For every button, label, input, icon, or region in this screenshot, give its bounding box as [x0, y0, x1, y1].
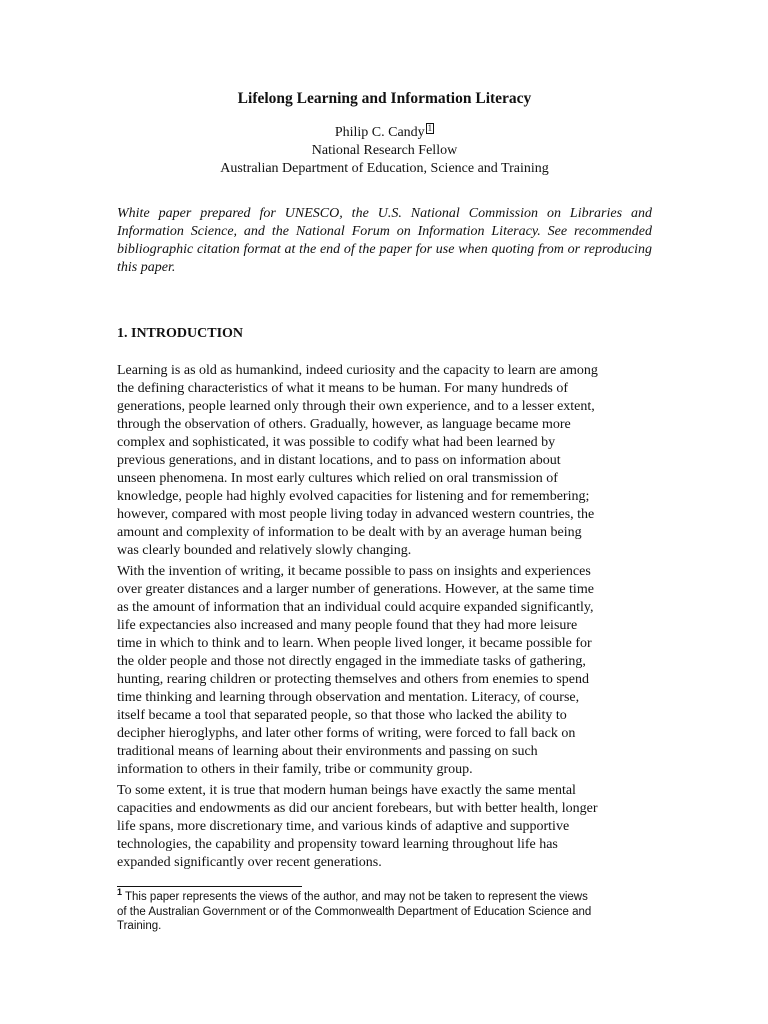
footnote-marker: 1 — [117, 887, 123, 898]
paragraph-line: however, compared with most people living today in advanced western countries, the — [117, 507, 595, 522]
paragraph-line: capacities and endowments as did our ancient forebears, but with better health, longer — [117, 801, 598, 816]
paragraph-3 — [117, 782, 657, 872]
paragraph-line: as the amount of information that an individual could acquire expanded significantly, — [117, 600, 594, 615]
footnote — [117, 887, 657, 934]
paragraph-line: life spans, more discretionary time, and various kinds of adaptive and supportive — [117, 819, 570, 834]
paragraph-line: unseen phenomena. In most early cultures which relied on oral transmission of — [117, 471, 558, 486]
author-affiliation: Australian Department of Education, Science and Training — [220, 161, 549, 176]
paragraph-2 — [117, 563, 657, 779]
paragraph-line: previous generations, and in distant locations, and to pass on information about — [117, 453, 561, 468]
paragraph-line: traditional means of learning about their environments and passing on such — [117, 744, 538, 759]
author-name: Philip C. Candy — [334, 125, 425, 140]
paragraph-line: information to others in their family, tribe or community group. — [117, 762, 473, 777]
paragraph-line: the defining characteristics of what it means to be human. For many hundreds of — [117, 381, 568, 396]
paragraph-line: itself became a tool that separated people, so that those who lacked the ability to — [117, 708, 567, 723]
footnote-reference[interactable]: 1 — [427, 123, 433, 133]
section-heading: 1. INTRODUCTION — [117, 326, 244, 341]
paragraph-line: through the observation of others. Gradually, however, as language became more — [117, 417, 571, 432]
author-position: National Research Fellow — [311, 143, 458, 158]
paragraph-line: hunting, rearing children or protecting themselves and others from enemies to spend — [117, 672, 589, 687]
footnote-divider — [117, 886, 302, 887]
paragraph-line: Learning is as old as humankind, indeed curiosity and the capacity to learn are among — [117, 363, 598, 378]
paragraph-line: over greater distances and a larger number of generations. However, at the same time — [117, 582, 594, 597]
paragraph-line: generations, people learned only through their own experience, and to a lesser extent, — [117, 399, 595, 414]
document-title: Lifelong Learning and Information Literacy — [237, 90, 532, 107]
paragraph-line: knowledge, people had highly evolved capacities for listening and for remembering; — [117, 489, 590, 504]
footnote-line: of the Australian Government or of the Commonwealth Department of Education Science and — [117, 905, 592, 918]
paragraph-line: complex and sophisticated, it was possible to codify what had been learned by — [117, 435, 556, 450]
white-paper-note: White paper prepared for UNESCO, the U.S. National Commission on Libraries and Information Science, and the National Forum on Information Literacy. See recommended bibliographic citation format at the end of the paper for use when quoting from or reproducing this paper. — [117, 206, 652, 275]
paragraph-line: time thinking and learning through observation and mentation. Literacy, of course, — [117, 690, 580, 705]
author-block — [117, 123, 652, 178]
footnote-line: Training. — [117, 920, 162, 932]
paragraph-line: the older people and those not directly engaged in the immediate tasks of gathering, — [117, 654, 586, 669]
paragraph-line: To some extent, it is true that modern human beings have exactly the same mental — [117, 783, 576, 798]
footnote-line — [117, 887, 657, 905]
paragraph-line: expanded significantly over recent generations. — [117, 855, 382, 870]
paragraph-1 — [117, 362, 657, 560]
paragraph-line: technologies, the capability and propensity toward learning throughout life has — [117, 837, 558, 852]
paragraph-line: time in which to think and to learn. When people lived longer, it became possible for — [117, 636, 592, 651]
paragraph-line: life expectancies also increased and many people found that they had more leisure — [117, 618, 578, 633]
paragraph-line: With the invention of writing, it became possible to pass on insights and experiences — [117, 564, 591, 579]
paragraph-line: amount and complexity of information to be dealt with by an average human being — [117, 525, 582, 540]
footnote-text: This paper represents the views of the author, and may not be taken to represent the views — [122, 891, 588, 903]
paragraph-line: decipher hieroglyphs, and later other forms of writing, were forced to fall back on — [117, 726, 576, 741]
author-name-line — [117, 123, 652, 142]
paragraph-line: was clearly bounded and relatively slowly changing. — [117, 543, 412, 558]
